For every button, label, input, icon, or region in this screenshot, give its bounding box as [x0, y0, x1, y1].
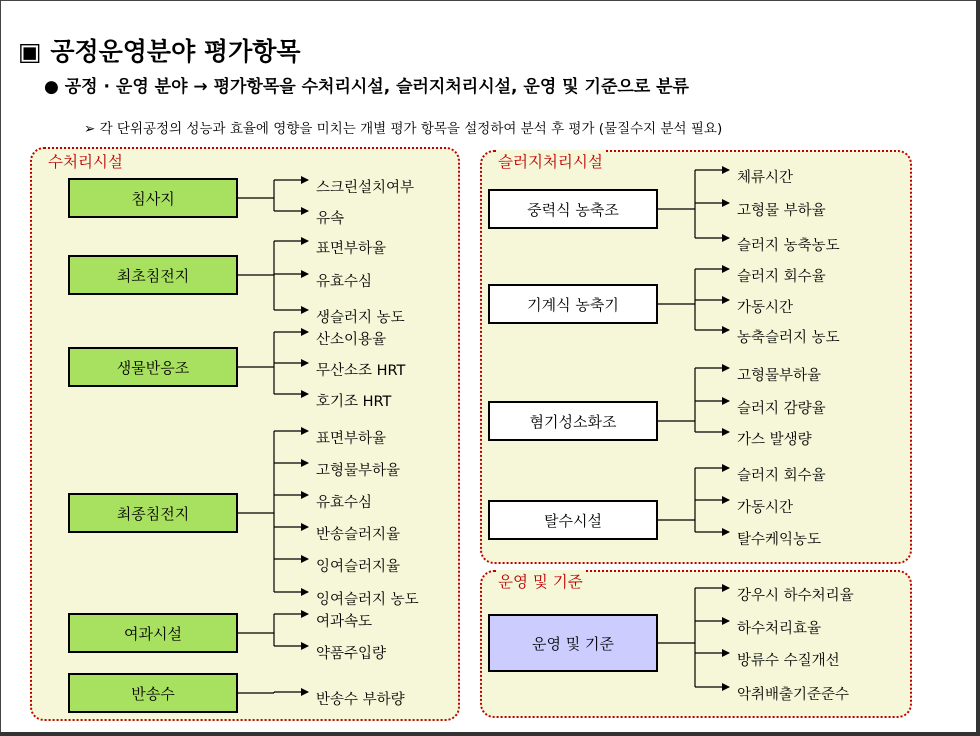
item-cake-conc: 탈수케익농도 — [737, 532, 822, 548]
item-anoxic-hrt: 무산소조 HRT — [316, 363, 406, 379]
item-return-water-load: 반송수 부하량 — [316, 692, 405, 708]
group-title-operation: 운영 및 기준 — [496, 570, 585, 592]
item-screen-installed: 스크린설치여부 — [316, 180, 415, 196]
summary-bullet: ● 공정 · 운영 분야 → 평가항목을 수처리시설, 슬러지처리시설, 운영 및 기준으로 분류 — [44, 77, 689, 97]
item-thickened-sludge-conc: 농축슬러지 농도 — [737, 330, 840, 346]
item-retention-time: 체류시간 — [737, 170, 794, 186]
item-effective-depth-2: 유효수심 — [316, 495, 373, 511]
node-dewatering: 탈수시설 — [488, 500, 658, 540]
node-operation-standard: 운영 및 기준 — [488, 614, 658, 672]
page-title: ▣ 공정운영분야 평가항목 — [18, 37, 301, 66]
item-surface-loading-2: 표면부하율 — [316, 431, 387, 447]
item-raw-sludge-conc: 생슬러지 농도 — [316, 310, 405, 326]
group-title-water: 수처리시설 — [46, 150, 125, 172]
group-title-sludge: 슬러지처리시설 — [496, 150, 605, 172]
item-treatment-efficiency: 하수처리효율 — [737, 621, 822, 637]
node-grit-chamber: 침사지 — [68, 178, 238, 218]
item-solids-load-rate-2: 고형물부하율 — [737, 368, 822, 384]
node-bioreactor: 생물반응조 — [68, 347, 238, 387]
node-anaerobic-digester: 혐기성소화조 — [488, 401, 658, 441]
item-sludge-thick-conc: 슬러지 농축농도 — [737, 238, 840, 254]
item-sludge-recovery-2: 슬러지 회수율 — [737, 468, 826, 484]
item-return-sludge-ratio: 반송슬러지율 — [316, 527, 401, 543]
item-sludge-recovery: 슬러지 회수율 — [737, 269, 826, 285]
sub-note: ➢ 각 단위공정의 성능과 효율에 영향을 미치는 개별 평가 항목을 설정하여 분석 후 평가 (물질수지 분석 필요) — [84, 121, 723, 137]
item-aerobic-hrt: 호기조 HRT — [316, 394, 392, 410]
item-solids-load-rate: 고형물 부하율 — [737, 203, 826, 219]
node-filtration: 여과시설 — [68, 613, 238, 653]
item-gas-production: 가스 발생량 — [737, 432, 812, 448]
item-operating-time-2: 가동시간 — [737, 500, 794, 516]
item-operating-time: 가동시간 — [737, 300, 794, 316]
node-mechanical-thickener: 기계식 농축기 — [488, 284, 658, 324]
item-odor-compliance: 악취배출기준준수 — [737, 687, 850, 703]
node-primary-clarifier: 최초침전지 — [68, 255, 238, 295]
item-filtration-rate: 여과속도 — [316, 614, 373, 630]
node-return-water: 반송수 — [68, 673, 238, 713]
item-flow-velocity: 유속 — [316, 211, 345, 227]
item-effective-depth: 유효수심 — [316, 274, 373, 290]
item-rainfall-treatment: 강우시 하수처리율 — [737, 588, 854, 604]
node-gravity-thickener: 중력식 농축조 — [488, 189, 658, 229]
item-solids-loading: 고형물부하율 — [316, 463, 401, 479]
item-sludge-reduction: 슬러지 감량율 — [737, 401, 826, 417]
item-effluent-quality: 방류수 수질개선 — [737, 653, 840, 669]
item-oxygen-uptake: 산소이용율 — [316, 332, 387, 348]
node-final-clarifier: 최종침전지 — [68, 493, 238, 533]
item-surface-loading: 표면부하율 — [316, 241, 387, 257]
item-excess-sludge-ratio: 잉여슬러지율 — [316, 559, 401, 575]
item-chemical-dosage: 약품주입량 — [316, 646, 387, 662]
item-excess-sludge-conc: 잉여슬러지 농도 — [316, 592, 419, 608]
